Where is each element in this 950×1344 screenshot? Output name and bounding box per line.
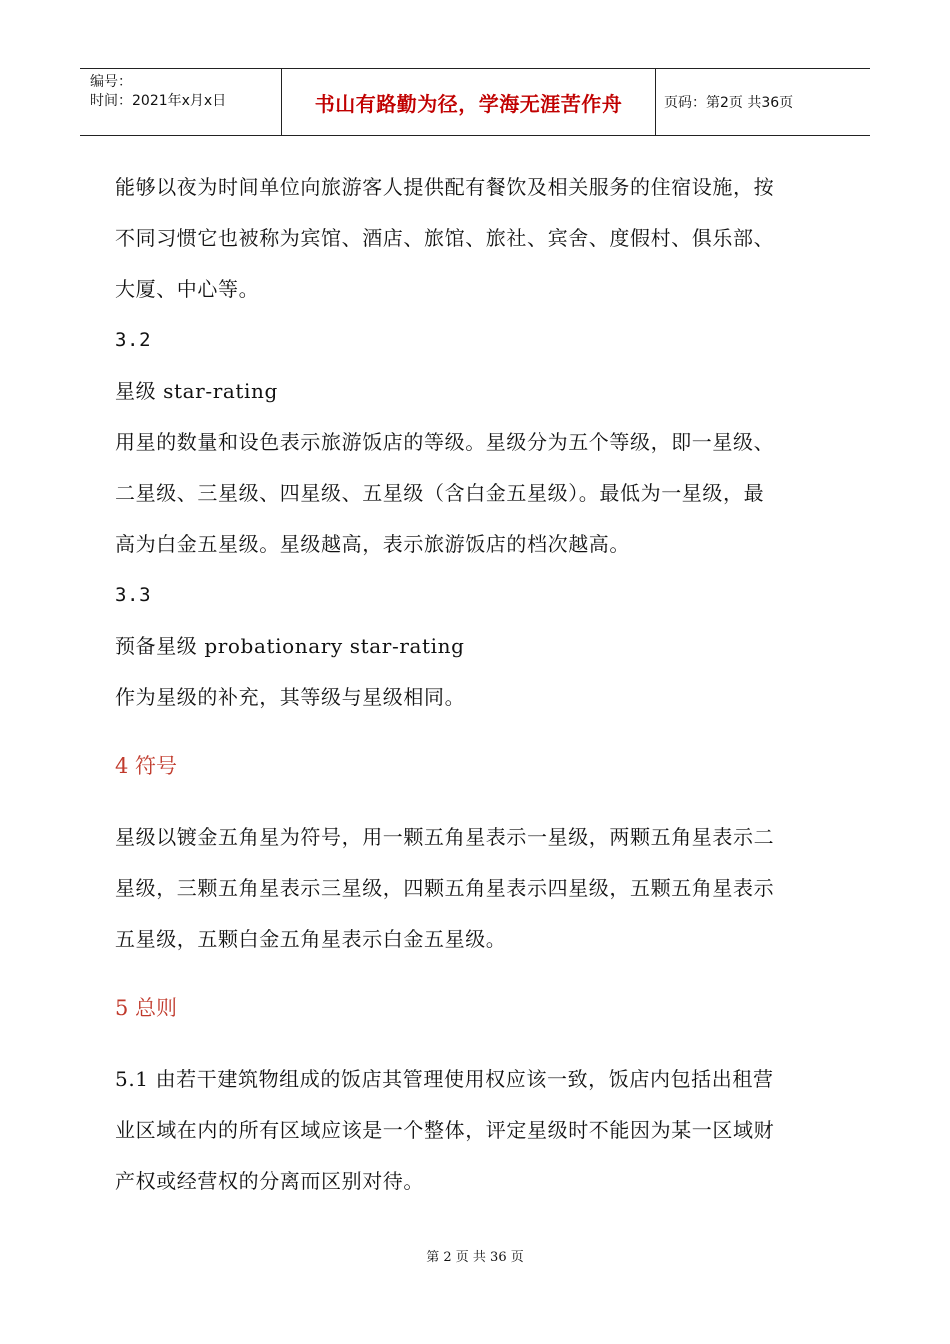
document-header bbox=[80, 68, 870, 136]
spacer bbox=[115, 723, 845, 741]
paragraph-line: 五星级，五颗白金五角星表示白金五星级。 bbox=[115, 927, 507, 951]
paragraph-line: 高为白金五星级。星级越高，表示旅游饭店的档次越高。 bbox=[115, 532, 630, 556]
header-page-info: 页码：第2页 共36页 bbox=[664, 95, 794, 111]
header-motto: 书山有路勤为径，学海无涯苦作舟 bbox=[314, 91, 623, 116]
section-number: 3.2 bbox=[115, 329, 152, 351]
paragraph-line: 5.1 由若干建筑物组成的饭店其管理使用权应该一致，饭店内包括出租营 bbox=[115, 1067, 774, 1091]
paragraph-line: 星级以镀金五角星为符号，用一颗五角星表示一星级，两颗五角星表示二 bbox=[115, 825, 775, 849]
document-number-label: 编号： bbox=[90, 74, 132, 90]
spacer bbox=[115, 792, 845, 812]
paragraph-line: 作为星级的补充，其等级与星级相同。 bbox=[115, 685, 466, 709]
section-number: 3.3 bbox=[115, 584, 152, 606]
header-meta bbox=[90, 73, 226, 111]
section-heading: 4 符号 bbox=[115, 754, 178, 778]
paragraph-line: 二星级、三星级、四星级、五星级（含白金五星级）。最低为一星级，最 bbox=[115, 481, 765, 505]
paragraph-line: 用星的数量和设色表示旅游饭店的等级。星级分为五个等级，即一星级、 bbox=[115, 430, 775, 454]
term-definition-title: 星级 star-rating bbox=[115, 379, 278, 403]
paragraph-line: 不同习惯它也被称为宾馆、酒店、旅馆、旅社、宾舍、度假村、俱乐部、 bbox=[115, 226, 775, 250]
spacer bbox=[115, 1034, 845, 1054]
paragraph-line: 产权或经营权的分离而区别对待。 bbox=[115, 1169, 424, 1193]
paragraph-line: 业区域在内的所有区域应该是一个整体，评定星级时不能因为某一区域财 bbox=[115, 1118, 775, 1142]
spacer bbox=[115, 965, 845, 983]
document-body bbox=[115, 162, 845, 1207]
page-footer: 第 2 页 共 36 页 bbox=[426, 1250, 524, 1265]
paragraph-line: 大厦、中心等。 bbox=[115, 277, 260, 301]
paragraph-line: 能够以夜为时间单位向旅游客人提供配有餐饮及相关服务的住宿设施，按 bbox=[115, 175, 775, 199]
paragraph-line: 星级，三颗五角星表示三星级，四颗五角星表示四星级，五颗五角星表示 bbox=[115, 876, 775, 900]
document-time-label: 时间：2021年x月x日 bbox=[90, 93, 227, 109]
header-divider bbox=[655, 69, 656, 135]
section-heading: 5 总则 bbox=[115, 996, 178, 1020]
term-definition-title: 预备星级 probationary star-rating bbox=[115, 634, 465, 658]
